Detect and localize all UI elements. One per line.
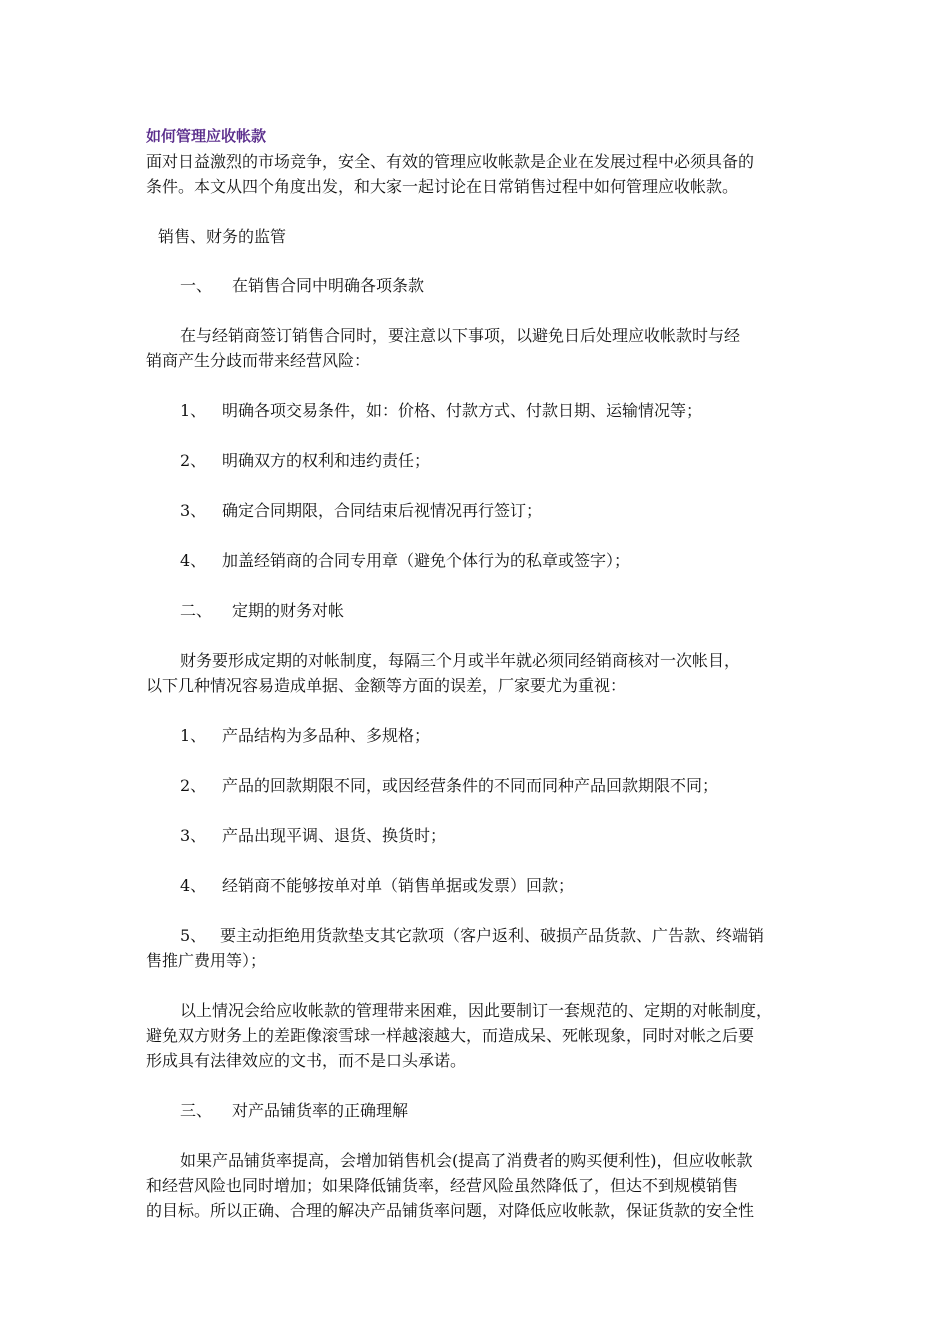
para-1-line-2: 销商产生分歧而带来经营风险： <box>146 351 371 370</box>
list-item-text: 明确各项交易条件，如：价格、付款方式、付款日期、运输情况等； <box>222 401 703 420</box>
list-item-text: 产品结构为多品种、多规格； <box>222 726 431 745</box>
list-item-number: 4、 <box>180 876 207 895</box>
list-2-item-5-continuation: 售推广费用等）； <box>146 951 267 970</box>
para-1-line-1: 在与经销商签订销售合同时，要注意以下事项，以避免日后处理应收帐款时与经 <box>180 326 741 345</box>
list-1-item-2 <box>180 448 430 473</box>
para-3-line-3: 形成具有法律效应的文书，而不是口头承诺。 <box>146 1051 467 1070</box>
para-4-line-1: 如果产品铺货率提高，会增加销售机会(提高了消费者的购买便利性)，但应收帐款 <box>180 1151 753 1170</box>
subsection-2-heading <box>180 598 344 623</box>
para-2-line-2: 以下几种情况容易造成单据、金额等方面的误差，厂家要尤为重视： <box>146 676 627 695</box>
subsection-3-heading <box>180 1098 408 1123</box>
subsection-1-heading <box>180 273 424 298</box>
list-item-text: 确定合同期限，合同结束后视情况再行签订； <box>222 501 543 520</box>
subsection-3-number: 三、 <box>180 1101 213 1120</box>
para-4-line-2: 和经营风险也同时增加；如果降低铺货率，经营风险虽然降低了，但达不到规模销售 <box>146 1176 739 1195</box>
subsection-1-title: 在销售合同中明确各项条款 <box>232 276 425 295</box>
list-1-item-1 <box>180 398 702 423</box>
intro-line-2: 条件。本文从四个角度出发，和大家一起讨论在日常销售过程中如何管理应收帐款。 <box>146 177 739 196</box>
section-heading: 销售、财务的监管 <box>158 227 287 246</box>
list-item-number: 2、 <box>180 776 207 795</box>
para-3-line-2: 避免双方财务上的差距像滚雪球一样越滚越大，而造成呆、死帐现象，同时对帐之后要 <box>146 1026 755 1045</box>
para-3-line-1: 以上情况会给应收帐款的管理带来困难，因此要制订一套规范的、定期的对帐制度， <box>180 1001 773 1020</box>
subsection-2-number: 二、 <box>180 601 213 620</box>
list-1-item-4 <box>180 548 630 573</box>
list-item-number: 1、 <box>180 401 207 420</box>
list-item-text: 产品的回款期限不同，或因经营条件的不同而同种产品回款期限不同； <box>222 776 719 795</box>
list-item-text: 经销商不能够按单对单（销售单据或发票）回款； <box>222 876 575 895</box>
subsection-1-number: 一、 <box>180 276 213 295</box>
list-item-number: 5、 <box>180 926 207 945</box>
subsection-3-title: 对产品铺货率的正确理解 <box>232 1101 409 1120</box>
list-2-item-4 <box>180 873 574 898</box>
list-item-text: 要主动拒绝用货款垫支其它款项（客户返利、破损产品货款、广告款、终端销 <box>220 926 765 945</box>
para-2-line-1: 财务要形成定期的对帐制度，每隔三个月或半年就必须同经销商核对一次帐目， <box>180 651 741 670</box>
list-item-text: 加盖经销商的合同专用章（避免个体行为的私章或签字）； <box>222 551 631 570</box>
para-4-line-3: 的目标。所以正确、合理的解决产品铺货率问题，对降低应收帐款，保证货款的安全性 <box>146 1201 755 1220</box>
list-2-item-3 <box>180 823 446 848</box>
list-item-number: 2、 <box>180 451 207 470</box>
list-item-number: 1、 <box>180 726 207 745</box>
list-item-number: 3、 <box>180 501 207 520</box>
list-2-item-1 <box>180 723 430 748</box>
list-item-text: 产品出现平调、退货、换货时； <box>222 826 447 845</box>
list-2-item-5 <box>180 923 764 948</box>
document-title: 如何管理应收帐款 <box>146 127 267 145</box>
list-item-number: 3、 <box>180 826 207 845</box>
list-1-item-3 <box>180 498 542 523</box>
list-item-number: 4、 <box>180 551 207 570</box>
intro-line-1: 面对日益激烈的市场竞争，安全、有效的管理应收帐款是企业在发展过程中必须具备的 <box>146 152 755 171</box>
subsection-2-title: 定期的财务对帐 <box>232 601 345 620</box>
list-2-item-2 <box>180 773 718 798</box>
list-item-text: 明确双方的权利和违约责任； <box>222 451 431 470</box>
